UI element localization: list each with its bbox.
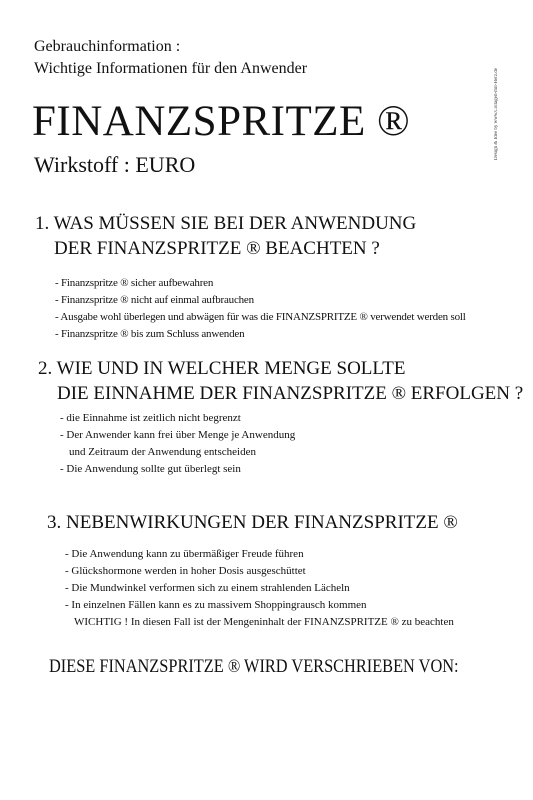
list-item: - Die Anwendung kann zu übermäßiger Freude führen	[65, 548, 304, 560]
list-item: - Glückshormone werden in hoher Dosis ausgeschüttet	[65, 565, 306, 577]
section-1-heading	[35, 211, 416, 261]
warning-note: WICHTIG ! In diesen Fall ist der Mengeninhalt der FINANZSPRITZE ® zu beachten	[74, 616, 454, 628]
section-heading-line: 1. WAS MÜSSEN SIE BEI DER ANWENDUNG	[35, 213, 417, 234]
section-heading-line: 2. WIE UND IN WELCHER MENGE SOLLTE	[38, 358, 406, 379]
section-heading-line: DIE EINNAHME DER FINANZSPRITZE ® ERFOLGEN ?	[57, 383, 524, 404]
section-3-list	[65, 546, 454, 631]
section-1-list	[55, 275, 466, 343]
list-item: - die Einnahme ist zeitlich nicht begrenzt	[60, 412, 241, 424]
section-2-list	[60, 410, 295, 478]
active-ingredient: Wirkstoff : EURO	[34, 152, 196, 177]
info-label: Gebrauchinformation :	[34, 38, 181, 55]
list-item: - Der Anwender kann frei über Menge je Anwendung	[60, 429, 296, 441]
list-item: - Ausgabe wohl überlegen und abwägen für was die FINANZSPRITZE ® verwendet werden soll	[55, 311, 466, 323]
document-title: FINANZSPRITZE ®	[32, 98, 411, 145]
prescribed-by-footer: DIESE FINANZSPRITZE ® WIRD VERSCHRIEBEN VON:	[49, 656, 459, 677]
info-subtitle: Wichtige Informationen für den Anwender	[34, 60, 308, 77]
list-item: - In einzelnen Fällen kann es zu massivem Shoppingrausch kommen	[65, 599, 367, 611]
section-2-heading	[38, 356, 523, 406]
list-item: und Zeitraum der Anwendung entscheiden	[69, 446, 256, 458]
section-3-heading	[47, 510, 458, 535]
list-item: - Finanzspritze ® bis zum Schluss anwenden	[55, 328, 245, 340]
list-item: - Finanzspritze ® sicher aufbewahren	[55, 277, 214, 289]
list-item: - Die Mundwinkel verformen sich zu einem strahlenden Lächeln	[65, 582, 350, 594]
section-heading-line: 3. NEBENWIRKUNGEN DER FINANZSPRITZE ®	[47, 512, 458, 533]
list-item: - Die Anwendung sollte gut überlegt sein	[60, 463, 241, 475]
side-credit: Design & Idee by www.Collagen-mit-Herz.de	[494, 67, 499, 160]
section-heading-line: DER FINANZSPRITZE ® BEACHTEN ?	[54, 238, 380, 259]
list-item: - Finanzspritze ® nicht auf einmal aufbrauchen	[55, 294, 254, 306]
